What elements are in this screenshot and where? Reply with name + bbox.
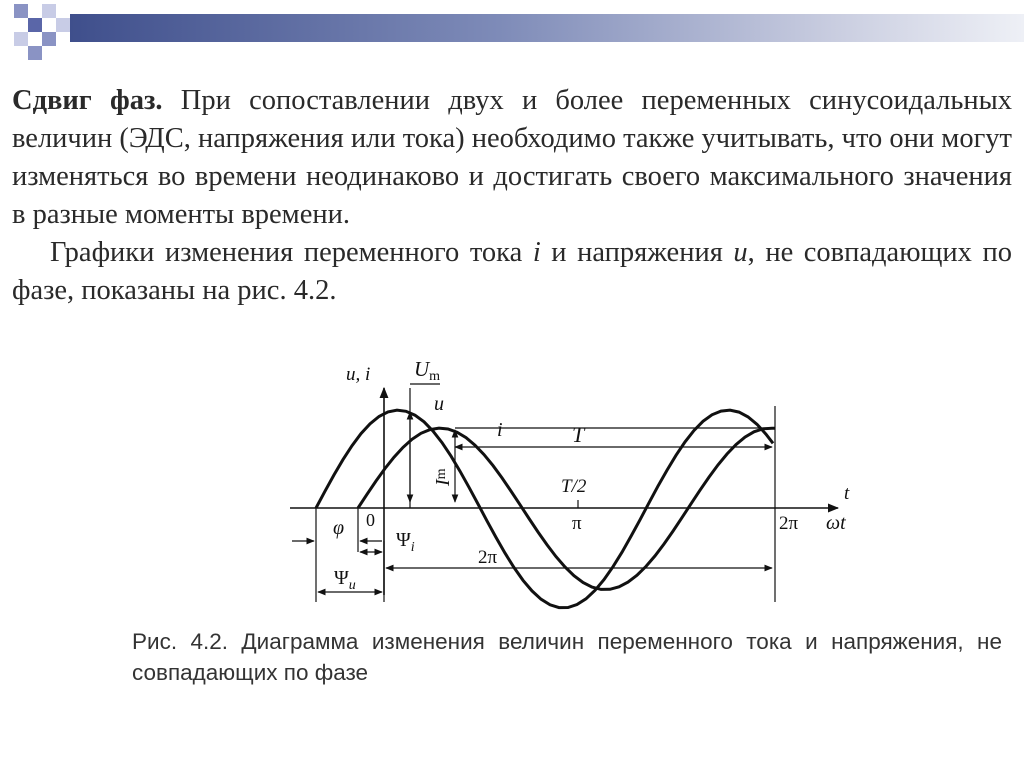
psi-i-sub: i: [410, 540, 415, 555]
im-label: [432, 468, 454, 487]
omega-t-label: ωt: [826, 512, 846, 534]
psi-i-label: [396, 529, 415, 555]
header-gradient-bar: [70, 14, 1024, 42]
term-phase-shift: Сдвиг фаз.: [12, 85, 163, 116]
symbol-u: u: [733, 237, 748, 268]
paragraph-graphs: [12, 234, 1012, 310]
deco-square: [14, 32, 28, 46]
period-label: T: [572, 422, 585, 447]
deco-square: [42, 32, 56, 46]
paragraph-text: При сопоставлении двух и более переменных синусоидальных величин (ЭДС, напряжения или тока) необходимо также учитывать, что они могут изменяться во времени неодинаково и достигать своего максимального значения в разные моменты времени.: [12, 85, 1012, 230]
u-curve-label: u: [434, 393, 444, 415]
t-axis-label: t: [844, 483, 850, 504]
um-label: [414, 357, 440, 384]
im-label-main: [432, 468, 454, 487]
paragraph-text: и напряжения: [540, 237, 734, 268]
paragraph-phase-shift: [12, 82, 1012, 234]
psi-i-main: Ψ: [396, 529, 411, 551]
paragraph-text: Графики изменения переменного тока: [50, 237, 533, 268]
i-curve-label: i: [497, 419, 503, 441]
two-pi-span-label: 2π: [478, 547, 498, 568]
deco-square: [56, 18, 70, 32]
figure-caption: Рис. 4.2. Диаграмма изменения величин переменного тока и напряжения, не совпадающих по фазе: [132, 629, 1002, 685]
symbol-i: i: [532, 237, 541, 268]
psi-u-sub: u: [348, 578, 356, 593]
psi-u-main: Ψ: [334, 567, 349, 589]
diagram-svg: [0, 340, 1024, 640]
psi-u-label: [334, 567, 356, 593]
paragraph-text: , не совпадающих по фазе, показаны на рис. 4.2.: [12, 237, 1012, 306]
deco-square: [28, 46, 42, 60]
slide-header-decoration: [0, 0, 1024, 60]
im-label-sub: m: [434, 468, 449, 480]
two-pi-axis-label: 2π: [779, 513, 799, 534]
deco-square: [42, 4, 56, 18]
y-axis-label: u, i: [346, 364, 371, 385]
im-label-text: I: [432, 479, 454, 486]
phi-label: φ: [333, 517, 345, 539]
um-label-sub: m: [429, 369, 441, 384]
deco-square: [28, 18, 42, 32]
um-label-main: U: [414, 357, 430, 381]
body-text: [12, 82, 1012, 310]
half-period-label: T/2: [561, 476, 587, 497]
phase-shift-diagram: [0, 340, 1024, 640]
origin-label: 0: [366, 510, 375, 530]
deco-square: [14, 4, 28, 18]
pi-label: π: [572, 513, 582, 534]
